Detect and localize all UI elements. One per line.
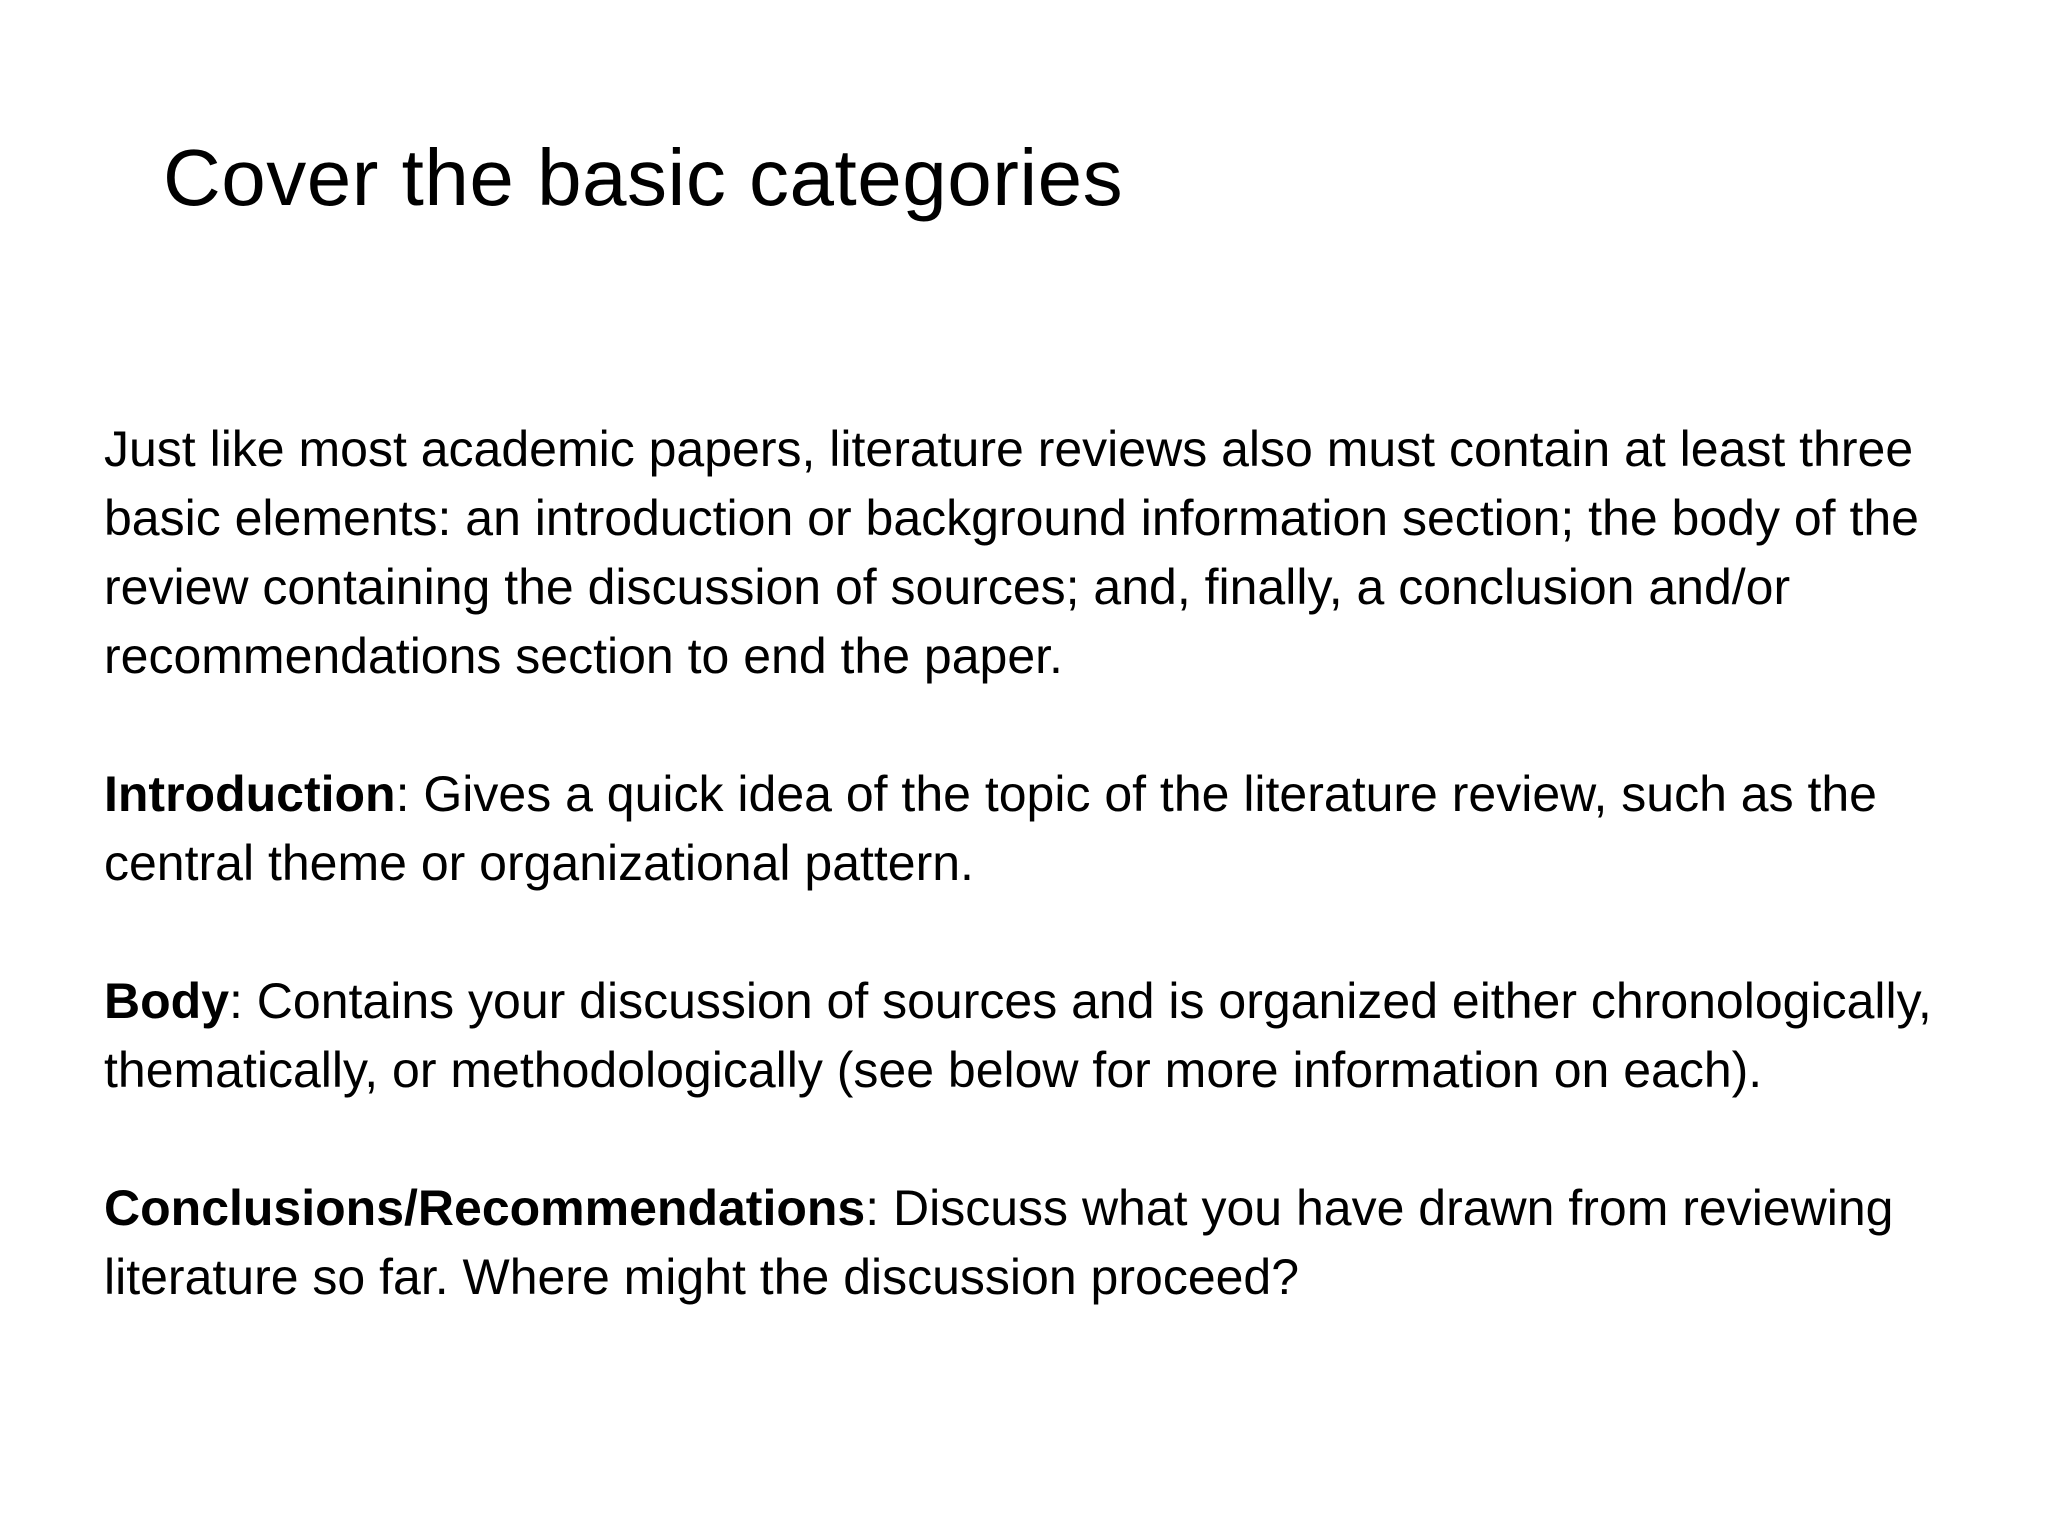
section-body [104,967,2024,1105]
section-introduction [104,760,2024,898]
section-term: Introduction [104,766,396,822]
section-separator: : [395,766,424,822]
section-text: Gives a quick idea of the topic of the literature review, such as the central theme or organizational pattern. [104,766,1877,891]
slide-body [104,415,2024,1312]
section-separator: : [229,973,257,1029]
section-conclusions [104,1174,2024,1312]
section-separator: : [865,1180,894,1236]
section-text: Contains your discussion of sources and is organized either chronologically, thematically, or methodologically (see below for more information on each). [104,973,1932,1098]
slide-title: Cover the basic categories [163,133,1124,222]
section-term: Body [104,973,229,1029]
section-text: Discuss what you have drawn from reviewing literature so far. Where might the discussion proceed? [104,1180,1894,1305]
intro-paragraph: Just like most academic papers, literature reviews also must contain at least three basic elements: an introduction or background information section; the body of the review containing the discussion of sources; and, finally, a conclusion and/or recommendations section to end the paper. [104,421,1919,684]
section-term: Conclusions/Recommendations [104,1180,866,1236]
